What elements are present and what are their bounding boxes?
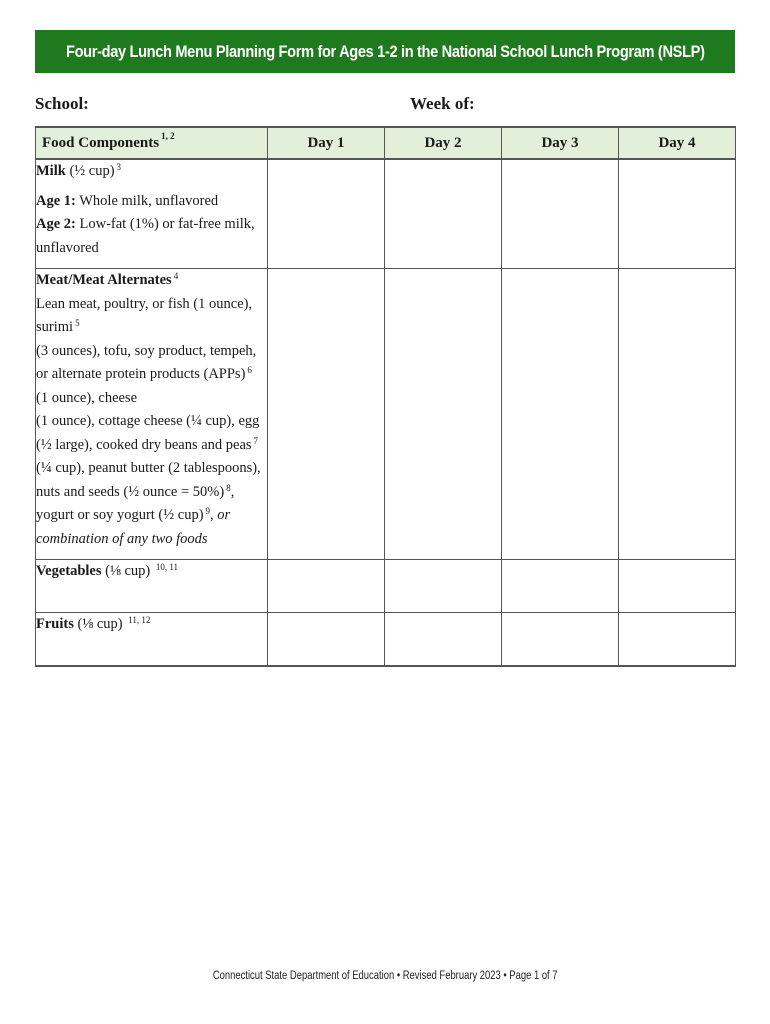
milk-amount: (½ cup) [65, 163, 115, 179]
table-row-meat [36, 269, 736, 560]
milk-day-2-cell[interactable] [385, 159, 502, 269]
meat-text-2: (3 ounces), tofu, soy product, tempeh, or alternate protein products (APPs) [36, 342, 257, 382]
footnote-ref: 11, 12 [128, 615, 151, 625]
page-footer [0, 970, 770, 982]
milk-day-4-cell[interactable] [619, 159, 736, 269]
footnote-ref: 3 [116, 162, 122, 172]
meat-component-cell [36, 269, 268, 560]
vegetables-component-cell [36, 560, 268, 613]
meat-text-italic: , or combination of any two foods [36, 507, 231, 547]
vegetables-day-4-cell[interactable] [619, 560, 736, 613]
meat-day-4-cell[interactable] [619, 269, 736, 560]
vegetables-day-1-cell[interactable] [268, 560, 385, 613]
meat-day-2-cell[interactable] [385, 269, 502, 560]
vegetables-day-3-cell[interactable] [502, 560, 619, 613]
day-3-header: Day 3 [502, 127, 619, 159]
meat-day-1-cell[interactable] [268, 269, 385, 560]
vegetables-title: Vegetables [36, 563, 102, 579]
footnote-ref: 5 [75, 318, 80, 328]
vegetables-day-2-cell[interactable] [385, 560, 502, 613]
meat-text-6: , yogurt or soy yogurt (½ cup) [36, 483, 235, 523]
age1-label: Age 1: [36, 192, 76, 209]
day-1-header: Day 1 [268, 127, 385, 159]
footnote-ref: 4 [173, 271, 179, 281]
table-row-milk [36, 159, 736, 269]
meat-text-1: Lean meat, poultry, or fish (1 ounce), surimi [36, 295, 253, 335]
fruits-day-2-cell[interactable] [385, 613, 502, 667]
table-row-fruits [36, 613, 736, 667]
fruits-day-1-cell[interactable] [268, 613, 385, 667]
footnote-ref: 8 [226, 482, 231, 493]
day-2-header: Day 2 [385, 127, 502, 159]
milk-title: Milk [36, 163, 66, 179]
fruits-component-cell [36, 613, 268, 667]
food-components-label: Food Components [42, 134, 160, 151]
footnote-ref: 7 [253, 435, 259, 446]
fruits-title: Fruits [36, 616, 74, 632]
fruits-day-4-cell[interactable] [619, 613, 736, 667]
day-4-header: Day 4 [619, 127, 736, 159]
form-title: Four-day Lunch Menu Planning Form for Ages 1-2 in the National School Lunch Program (NSLP) [65, 41, 705, 61]
table-header-row [36, 127, 736, 159]
age2-text: Low-fat (1%) or fat-free milk, unflavored [36, 216, 255, 256]
fruits-amount: (⅛ cup) [73, 616, 123, 632]
milk-day-3-cell[interactable] [502, 159, 619, 269]
vegetables-amount: (⅛ cup) [101, 563, 151, 579]
milk-component-cell [36, 159, 268, 269]
footnote-ref: 10, 11 [155, 562, 179, 572]
fruits-day-3-cell[interactable] [502, 613, 619, 667]
meat-text-5: (¼ cup), peanut butter (2 tablespoons), nuts and seeds (½ ounce = 50%) [36, 460, 261, 500]
milk-age1 [36, 190, 267, 214]
age1-text: Whole milk, unflavored [75, 192, 219, 209]
table-row-vegetables [36, 560, 736, 613]
form-title-banner [35, 30, 735, 73]
meat-title: Meat/Meat Alternates [36, 272, 172, 288]
footer-text: Connecticut State Department of Education • Revised February 2023 • Page 1 of 7 [212, 970, 558, 982]
footnote-ref: 1, 2 [161, 130, 175, 141]
footnote-ref: 6 [247, 365, 252, 375]
food-components-header [36, 127, 268, 159]
meat-day-3-cell[interactable] [502, 269, 619, 560]
menu-planning-table [35, 126, 736, 667]
milk-age2 [36, 213, 267, 260]
footnote-ref: 9 [205, 506, 211, 516]
milk-day-1-cell[interactable] [268, 159, 385, 269]
age2-label: Age 2: [36, 216, 76, 232]
meat-text-3: (1 ounce), cheese [36, 389, 138, 406]
school-field-label: School: [35, 94, 89, 113]
week-of-field-label: Week of: [410, 94, 475, 113]
meat-text-4: (1 ounce), cottage cheese (¼ cup), egg (½ large), cooked dry beans and peas [36, 413, 260, 453]
